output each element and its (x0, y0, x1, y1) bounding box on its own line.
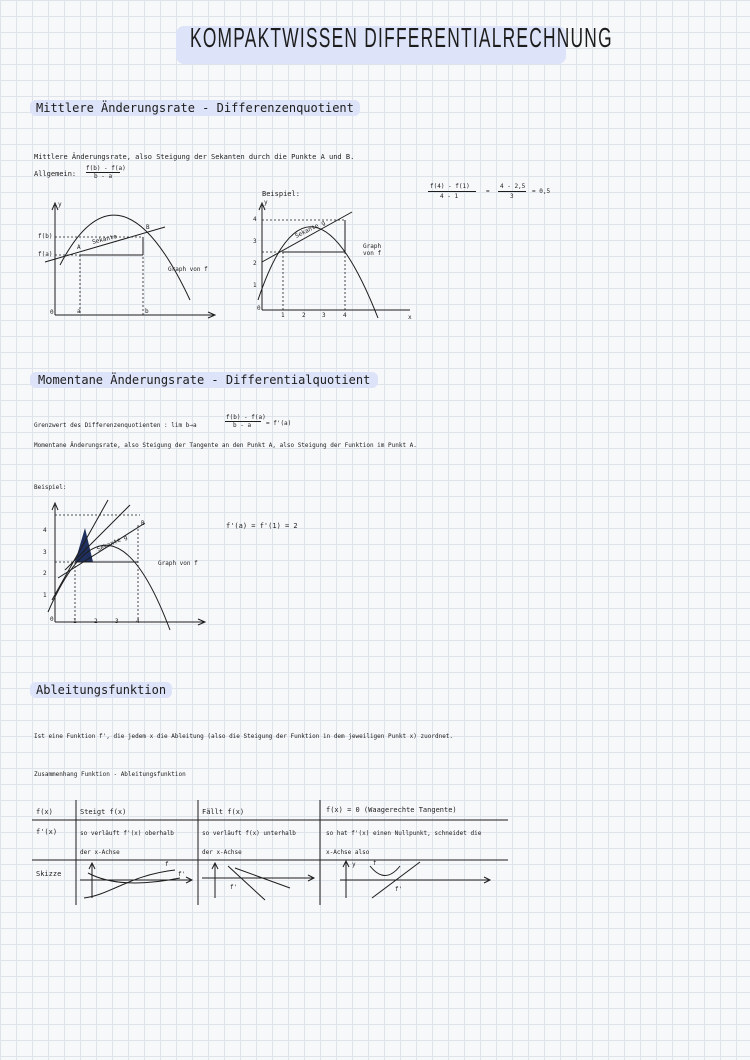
graph3-origin: 0 (50, 616, 54, 623)
graph1-origin: 0 (50, 309, 54, 316)
col1-line2: der x-Achse (80, 849, 120, 856)
graph2-tick-y1: 1 (253, 282, 257, 289)
sketch3-f-label: f (373, 860, 377, 867)
limit-result: = f'(a) (266, 420, 292, 427)
graph2-origin: 0 (257, 305, 261, 312)
beispiel1-label: Beispiel: (262, 190, 300, 198)
graph1-fb-label: f(b) (38, 233, 53, 240)
row-skizze-label: Skizze (36, 870, 62, 878)
graph2-y-label: y (264, 199, 268, 206)
col2-line2: der x-Achse (202, 849, 242, 856)
calc-den1: 4 - 1 (440, 193, 459, 200)
sketch3-fp-label: f' (395, 886, 403, 893)
graph3-tick-x2: 2 (94, 618, 98, 625)
graph3-tick-y4: 4 (43, 527, 47, 534)
graph2-tick-x2: 2 (302, 312, 306, 319)
graph3-tick-x4: 4 (136, 618, 140, 625)
graph3-secant-label: Sekante g (95, 533, 129, 554)
sketch1-increasing (80, 863, 192, 898)
formula-numerator: f(b) - f(a) (86, 165, 126, 172)
sketch1-f-label: f (165, 861, 169, 868)
graph2-x-label: x (408, 314, 412, 321)
graph1-fa-label: f(a) (38, 251, 53, 258)
limit-text: Grenzwert des Differenzenquotienten : lim b→a (34, 422, 197, 429)
graph1-point-A: A (77, 244, 81, 251)
col3-header: f(x) = 0 (Waagerechte Tangente) (326, 806, 457, 814)
section2-description: Momentane Änderungsrate, also Steigung der Tangente an den Punkt A, also Steigung der Funktion im Punkt A. (34, 442, 417, 449)
sketch2-fp-label: f' (230, 884, 238, 891)
formula-denominator: b - a (94, 173, 113, 180)
graph2-tick-x4: 4 (343, 312, 347, 319)
section3-description: Ist eine Funktion f', die jedem x die Ableitung (also die Steigung der Funktion in dem jeweiligen Punkt x) zuordnet. (34, 733, 454, 740)
allgemein-label: Allgemein: (34, 170, 77, 178)
section3-heading: Ableitungsfunktion (30, 682, 172, 698)
graph2-tick-x1: 1 (281, 312, 285, 319)
sketch3-zero-slope (340, 861, 490, 898)
calc-result: = 0,5 (532, 188, 551, 195)
limit-numerator: f(b) - f(a) (226, 414, 266, 421)
graph3-tick-x3: 3 (115, 618, 119, 625)
graph2-secant-label: Sekante g (294, 219, 327, 240)
section1-heading: Mittlere Änderungsrate - Differenzenquotient (30, 100, 360, 116)
graph2-tick-y2: 2 (253, 260, 257, 267)
col2-header: Fällt f(x) (202, 808, 245, 816)
graph2-tick-y3: 3 (253, 238, 257, 245)
page-title: KOMPAKTWISSEN DIFFERENTIALRECHNUNG (190, 22, 613, 53)
sketch3-y-label: y (352, 861, 356, 868)
sketch2-decreasing (202, 863, 314, 900)
section2-heading: Momentane Änderungsrate - Differentialquotient (30, 372, 378, 388)
graph2-tick-x3: 3 (322, 312, 326, 319)
graph2-graph-label: Graph von f (363, 243, 382, 257)
sketch1-fp-label: f' (178, 871, 186, 878)
graph3-tick-y3: 3 (43, 549, 47, 556)
col3-line2: x-Achse also (326, 849, 370, 856)
graph1-b-label: b (145, 308, 149, 315)
section2-result: f'(a) = f'(1) = 2 (226, 522, 298, 530)
graph3-tick-x1: 1 (73, 618, 77, 625)
col1-header: Steigt f(x) (80, 808, 127, 816)
calc-eq: = (486, 188, 490, 195)
graph3-tick-y2: 2 (43, 570, 47, 577)
graph2-tick-y4: 4 (253, 216, 257, 223)
graph3-graph-label: Graph von f (158, 560, 198, 567)
calc-den2: 3 (510, 193, 514, 200)
col2-line1: so verläuft f(x) unterhalb (202, 830, 296, 837)
calc-num1: f(4) - f(1) (430, 183, 470, 190)
graph1-graph-label: Graph von f (168, 266, 208, 273)
row-fpx-label: f'(x) (36, 828, 58, 836)
section1-description: Mittlere Änderungsrate, also Steigung der Sekanten durch die Punkte A und B. (34, 153, 355, 161)
graph1-a-label: a (77, 308, 81, 315)
limit-denominator: b - a (233, 422, 252, 429)
graph1-point-B: B (146, 224, 150, 231)
calc-num2: 4 - 2,5 (500, 183, 526, 190)
graph3-point-B: B (141, 520, 145, 527)
section3-subheading: Zusammenhang Funktion - Ableitungsfunktion (34, 771, 186, 778)
col3-line1: so hat f'(x) einen Nullpunkt, schneidet die (326, 830, 482, 837)
col1-line1: so verläuft f'(x) oberhalb (80, 830, 174, 837)
graph3-tick-y1: 1 (43, 592, 47, 599)
graph1-secant-label: Sekante (91, 233, 118, 246)
beispiel2-label: Beispiel: (34, 484, 67, 491)
row-fx-label: f(x) (36, 808, 53, 816)
graph1-y-label: y (58, 201, 62, 208)
